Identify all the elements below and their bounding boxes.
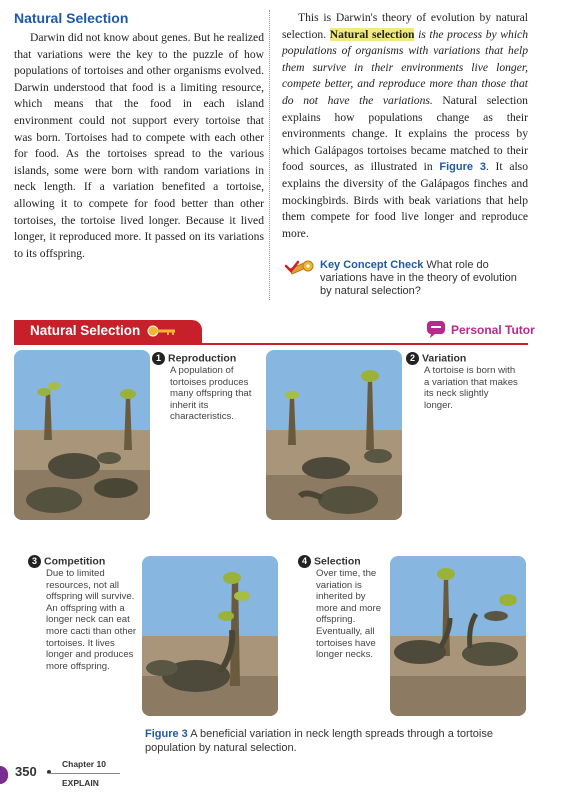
left-column: [14, 10, 264, 262]
step-number: 4: [298, 555, 311, 568]
speech-bubble-icon: [426, 320, 446, 338]
vocab-term-highlight: Natural selection: [329, 27, 415, 41]
personal-tutor-label[interactable]: Personal Tutor: [451, 323, 535, 337]
step-text: A tortoise is born with a variation that makes its neck slightly longer.: [424, 365, 518, 411]
left-paragraph-text: Darwin did not know about genes. But he realized that variations were the key to the puzzle of how populations of tortoises and other organisms evolved. Darwin understood that food is a limiting resource, which means that the food in each island environment could not support every tortoise that was born. Tortoises had to compete with each other for food. As the tortoises spread to the various islands, some were born with random variations in neck length. If a variation benefited a tortoise, allowing it to compete for food better than other tortoises, the tortoise lived longer. Because it lived longer, it reproduced more. It passed on its variations to its offspring.: [14, 31, 264, 260]
body-text-after-ref: . It also explains the diversity of the Galápagos finches and mockingbirds. Birds with beak variations that help them compete for food live longer and reproduce more.: [282, 160, 528, 240]
figure-3-link[interactable]: Figure 3: [439, 161, 486, 174]
variation-image: [266, 350, 402, 520]
figure-caption: [145, 727, 540, 755]
caption-label: Figure 3: [145, 728, 188, 740]
key-concept-text: [320, 259, 520, 298]
caption-text: A beneficial variation in neck length spreads through a tortoise population by natural selection.: [145, 728, 493, 754]
section-label: EXPLAIN: [62, 778, 99, 788]
key-concept-question: What role do variations have in the theory of evolution by natural selection?: [320, 259, 517, 297]
step-number: 2: [406, 352, 419, 365]
selection-image: [390, 556, 526, 716]
key-icon: [284, 259, 316, 277]
reproduction-image: [14, 350, 150, 520]
right-column: [282, 10, 528, 242]
banner-rule: [14, 343, 528, 345]
step-reproduction: [152, 352, 262, 423]
personal-tutor-button[interactable]: [426, 320, 446, 342]
step-selection: [298, 555, 390, 661]
banner-title-text: Natural Selection: [30, 323, 141, 338]
page-number: 350: [15, 764, 37, 779]
page-tab-marker: [0, 766, 8, 784]
intro-text: This is Darwin's theory of evolution by natural selection.: [282, 11, 528, 41]
step-title: Reproduction: [168, 352, 237, 365]
footer-rule: [48, 773, 120, 774]
step-variation: [406, 352, 518, 411]
step-title: Competition: [44, 555, 106, 568]
body-text-before-ref: Natural selection explains how populations change as their environments change. It explains the process by which Galápagos tortoises became matched to their food sources, as illustrated in: [282, 93, 528, 174]
step-number: 3: [28, 555, 41, 568]
step-title: Selection: [314, 555, 361, 568]
banner-title: [30, 323, 177, 338]
banner-key-icon: [147, 325, 177, 337]
step-text: A population of tortoises produces many offspring that inherit its characteristics.: [170, 365, 252, 423]
step-text: Over time, the variation is inherited by more and more offspring. Eventually, all tortoises have longer necks.: [316, 568, 382, 661]
column-divider: [269, 10, 270, 300]
left-paragraph: [14, 30, 264, 262]
definition-text: is the process by which populations of organisms with variations that help them survive in their environments live longer, compete better, and reproduce more than those that do not have the variations.: [282, 27, 528, 107]
step-title: Variation: [422, 352, 467, 365]
step-text: Due to limited resources, not all offspring will survive. An offspring with a longer neck can eat more cacti than other tortoises. It lives longer and produces more offspring.: [46, 568, 137, 672]
section-title: Natural Selection: [14, 10, 129, 26]
competition-image: [142, 556, 278, 716]
key-concept-heading: Key Concept Check: [320, 259, 424, 271]
chapter-label: Chapter 10: [62, 759, 106, 769]
right-paragraph: [282, 10, 528, 242]
step-number: 1: [152, 352, 165, 365]
step-competition: [28, 555, 140, 672]
